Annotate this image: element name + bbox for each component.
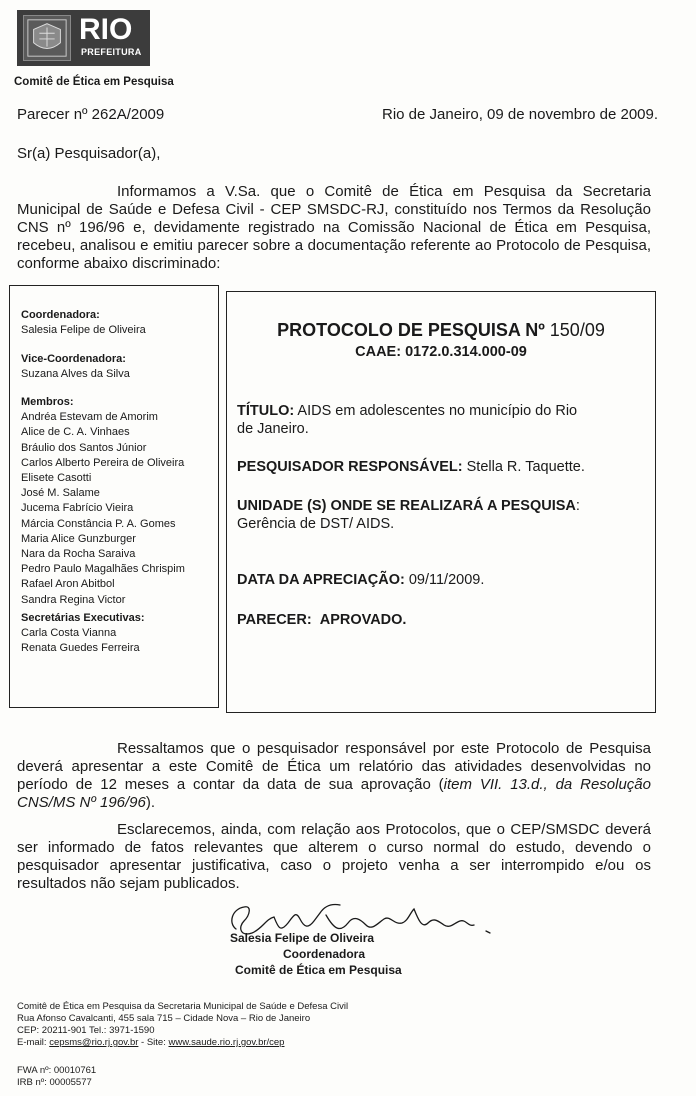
member-name: Maria Alice Gunzburger bbox=[21, 532, 136, 545]
report-paragraph bbox=[17, 740, 651, 812]
clarification-paragraph bbox=[17, 821, 651, 893]
coordinator-label: Coordenadora: bbox=[21, 309, 100, 321]
member-name: Andréa Estevam de Amorim bbox=[21, 411, 158, 424]
member-name: Alice de C. A. Vinhaes bbox=[21, 426, 130, 439]
unit-value: Gerência de DST/ AIDS. bbox=[237, 516, 395, 532]
unit-colon: : bbox=[575, 498, 580, 514]
member-name: Pedro Paulo Magalhães Chrispim bbox=[21, 563, 185, 576]
footer-address bbox=[17, 1001, 348, 1049]
researcher-value: Stella R. Taquette. bbox=[466, 459, 585, 475]
coordinator-name: Salesia Felipe de Oliveira bbox=[21, 324, 146, 337]
protocol-number: 150/09 bbox=[549, 320, 605, 340]
signer-committee: Comitê de Ética em Pesquisa bbox=[235, 963, 402, 977]
parecer-number: Parecer nº 262A/2009 bbox=[17, 106, 165, 123]
footer-registrations bbox=[17, 1065, 96, 1089]
titulo-value-2: de Janeiro. bbox=[237, 421, 309, 437]
site-label: - Site: bbox=[138, 1037, 169, 1048]
member-name: Carlos Alberto Pereira de Oliveira bbox=[21, 456, 185, 469]
clarification-text: Esclarecemos, ainda, com relação aos Protocolos, que o CEP/SMSDC deverá ser informado de fatos relevantes que alterem o curso normal do estudo, devendo o pesquisador apresentar justificativa, caso o projeto venha a ser interrompido e/ou os resultados não sejam publicados. bbox=[17, 821, 651, 892]
unit-label: UNIDADE (S) ONDE SE REALIZARÁ A PESQUISA bbox=[237, 498, 576, 514]
vice-coordinator-label: Vice-Coordenadora: bbox=[21, 353, 126, 365]
footer-line-2: Rua Afonso Cavalcanti, 455 sala 715 – Cidade Nova – Rio de Janeiro bbox=[17, 1013, 311, 1024]
secretary-name: Carla Costa Vianna bbox=[21, 627, 117, 640]
report-text: Ressaltamos que o pesquisador responsável por este Protocolo de Pesquisa deverá apresentar a este Comitê de Ética um relatório das atividades desenvolvidas no período de 12 meses a contar da data de sua aprovação ( bbox=[17, 740, 651, 793]
researcher-label: PESQUISADOR RESPONSÁVEL: bbox=[237, 459, 463, 475]
intro-paragraph bbox=[17, 183, 651, 273]
protocol-title-prefix: PROTOCOLO DE PESQUISA Nº bbox=[277, 320, 550, 340]
secretaries-label: Secretárias Executivas: bbox=[21, 612, 145, 624]
signer-name: Salesia Felipe de Oliveira bbox=[230, 931, 375, 945]
date-appraisal-line bbox=[237, 571, 642, 589]
logo-subtitle: PREFEITURA bbox=[81, 47, 142, 57]
prefeitura-rio-logo bbox=[17, 10, 150, 66]
footer-line-1: Comitê de Ética em Pesquisa da Secretaria Municipal de Saúde e Defesa Civil bbox=[17, 1001, 349, 1012]
footer-line-3: CEP: 20211-901 Tel.: 3971-1590 bbox=[17, 1025, 155, 1036]
intro-text: Informamos a V.Sa. que o Comitê de Ética em Pesquisa da Secretaria Municipal de Saúde e Defesa Civil - CEP SMSDC-RJ, constituído nos Termos da Resolução CNS nº 196/96 e, devidamente registrado na Comissão Nacional de Ética em Pesquisa, recebeu, analisou e emitiu parecer sobre a documentação referente ao Protocolo de Pesquisa, conforme abaixo discriminado: bbox=[17, 183, 651, 272]
committee-members-box bbox=[9, 285, 219, 708]
opinion-value: APROVADO. bbox=[319, 612, 407, 628]
site-link[interactable]: www.saude.rio.rj.gov.br/cep bbox=[168, 1037, 285, 1048]
opinion-label: PARECER: bbox=[237, 612, 312, 628]
report-citation: item VII. 13.d., da Resolução CNS/MS Nº 196/96 bbox=[17, 776, 651, 811]
member-name: Elisete Casotti bbox=[21, 472, 92, 485]
email-link[interactable]: cepsms@rio.rj.gov.br bbox=[49, 1037, 139, 1048]
secretary-name: Renata Guedes Ferreira bbox=[21, 642, 140, 655]
footer-contact bbox=[17, 1037, 348, 1049]
member-name: Rafael Aron Abitbol bbox=[21, 578, 115, 591]
signer-role: Coordenadora bbox=[283, 947, 366, 961]
logo-brand: RIO bbox=[79, 13, 133, 46]
opinion-line bbox=[237, 611, 642, 629]
member-name: José M. Salame bbox=[21, 487, 100, 500]
vice-coordinator-name: Suzana Alves da Silva bbox=[21, 368, 130, 381]
titulo-value-1: AIDS em adolescentes no município do Rio bbox=[297, 403, 578, 419]
date-line: Rio de Janeiro, 09 de novembro de 2009. bbox=[382, 106, 659, 123]
researcher-line bbox=[237, 458, 642, 476]
caae-code: CAAE: 0172.0.314.000-09 bbox=[355, 344, 527, 360]
salutation: Sr(a) Pesquisador(a), bbox=[17, 145, 161, 162]
city-seal-icon bbox=[23, 15, 71, 61]
member-name: Márcia Constância P. A. Gomes bbox=[21, 517, 176, 530]
report-end: ). bbox=[145, 794, 156, 811]
coordinator-group bbox=[21, 308, 146, 338]
vice-coordinator-group bbox=[21, 352, 130, 382]
member-name: Jucema Fabrício Vieira bbox=[21, 502, 134, 515]
date-appraisal-label: DATA DA APRECIAÇÃO: bbox=[237, 572, 405, 588]
irb-number: IRB nº: 00005577 bbox=[17, 1077, 92, 1088]
member-name: Bráulio dos Santos Júnior bbox=[21, 441, 147, 454]
date-appraisal-value: 09/11/2009. bbox=[408, 572, 485, 588]
members-group bbox=[21, 395, 185, 608]
protocol-box bbox=[226, 291, 656, 713]
member-name: Nara da Rocha Saraiva bbox=[21, 548, 136, 561]
protocol-title bbox=[227, 320, 655, 341]
secretaries-group bbox=[21, 611, 145, 657]
member-name: Sandra Regina Victor bbox=[21, 593, 126, 606]
titulo-line bbox=[237, 402, 642, 438]
unit-line bbox=[237, 497, 642, 533]
members-label: Membros: bbox=[21, 396, 74, 408]
titulo-label: TÍTULO: bbox=[237, 403, 295, 419]
committee-header: Comitê de Ética em Pesquisa bbox=[14, 76, 174, 88]
email-label: E-mail: bbox=[17, 1037, 50, 1048]
fwa-number: FWA nº: 00010761 bbox=[17, 1065, 97, 1076]
